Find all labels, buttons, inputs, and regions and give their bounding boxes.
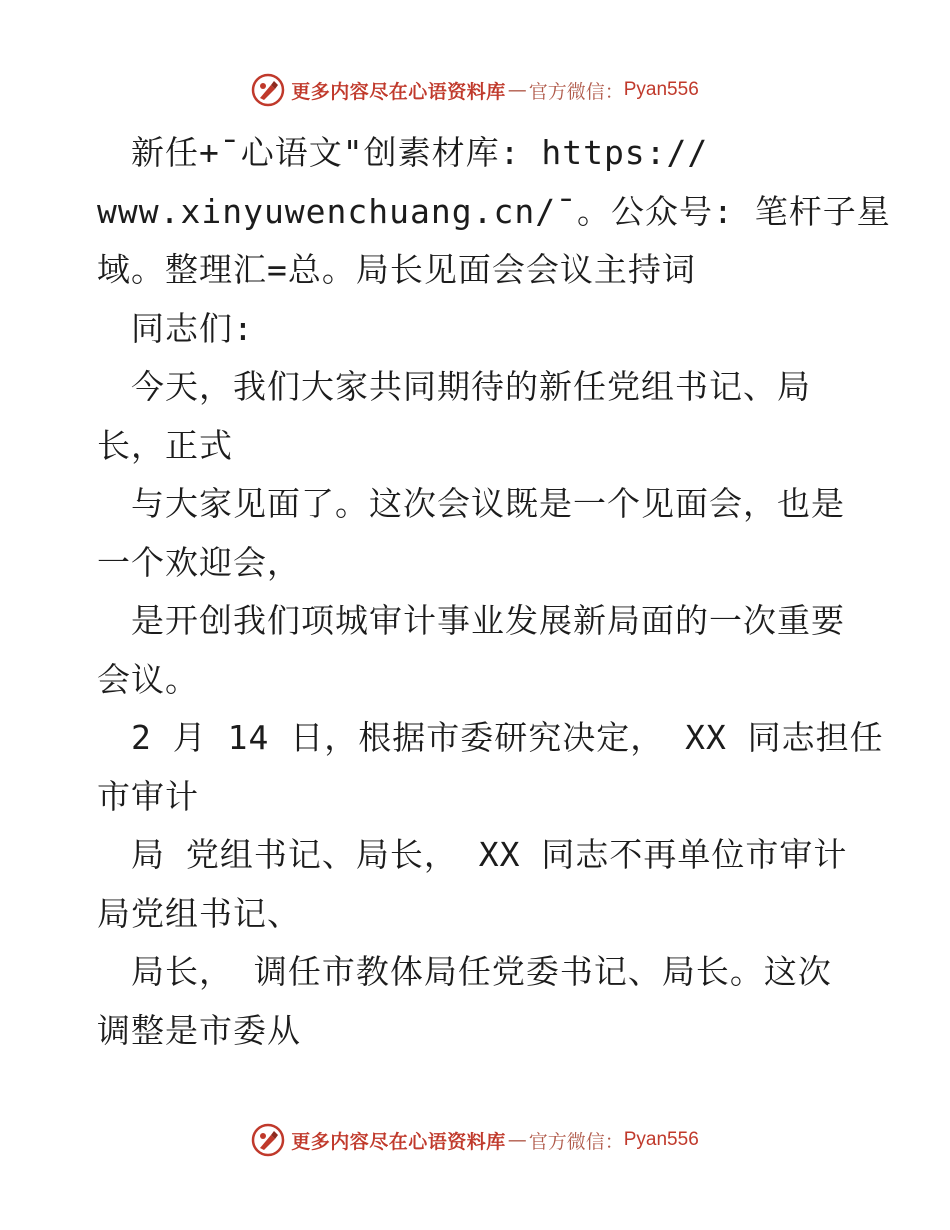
wechat-id: Pyan556: [623, 1129, 699, 1150]
text-line: 域。整理汇=总。局长见面会会议主持词: [97, 250, 696, 289]
banner-dash: —: [507, 79, 527, 101]
text-line: 市审计: [97, 776, 199, 816]
text-line: 调整是市委从: [97, 1010, 301, 1050]
banner-title: 更多内容尽在心语资料库: [291, 1130, 506, 1153]
footer-banner: [0, 1120, 950, 1160]
pen-nib-logo-icon: [251, 1123, 285, 1157]
text-line: 新任+¯心语文"创素材库: https://: [97, 133, 709, 172]
text-line: 一个欢迎会，: [97, 542, 301, 582]
text-line: 会议。: [97, 659, 199, 699]
wechat-label: 官方微信：: [528, 1130, 624, 1153]
text-line: www.xinyuwenchuang.cn/¯。公众号: 笔杆子星: [97, 191, 891, 231]
banner-title: 更多内容尽在心语资料库: [291, 80, 506, 103]
text-line: 今天，我们大家共同期待的新任党组书记、局: [97, 367, 811, 406]
wechat-id: Pyan556: [623, 79, 699, 100]
header-banner: [0, 70, 950, 110]
text-line: 与大家见面了。这次会议既是一个见面会，也是: [97, 484, 845, 523]
text-line: 局 党组书记、局长， XX 同志不再单位市审计: [97, 835, 848, 874]
text-line: 同志们:: [97, 308, 254, 348]
text-line: 局党组书记、: [97, 893, 301, 933]
document-body: [97, 124, 891, 1060]
banner-dash: —: [507, 1129, 527, 1151]
text-line: 长，正式: [97, 425, 233, 465]
wechat-label: 官方微信：: [528, 80, 624, 103]
text-line: 是开创我们项城审计事业发展新局面的一次重要: [97, 601, 845, 640]
text-line: 2 月 14 日，根据市委研究决定， XX 同志担任: [97, 718, 884, 757]
text-line: 局长， 调任市教体局任党委书记、局长。这次: [97, 952, 832, 991]
pen-nib-logo-icon: [251, 73, 285, 107]
